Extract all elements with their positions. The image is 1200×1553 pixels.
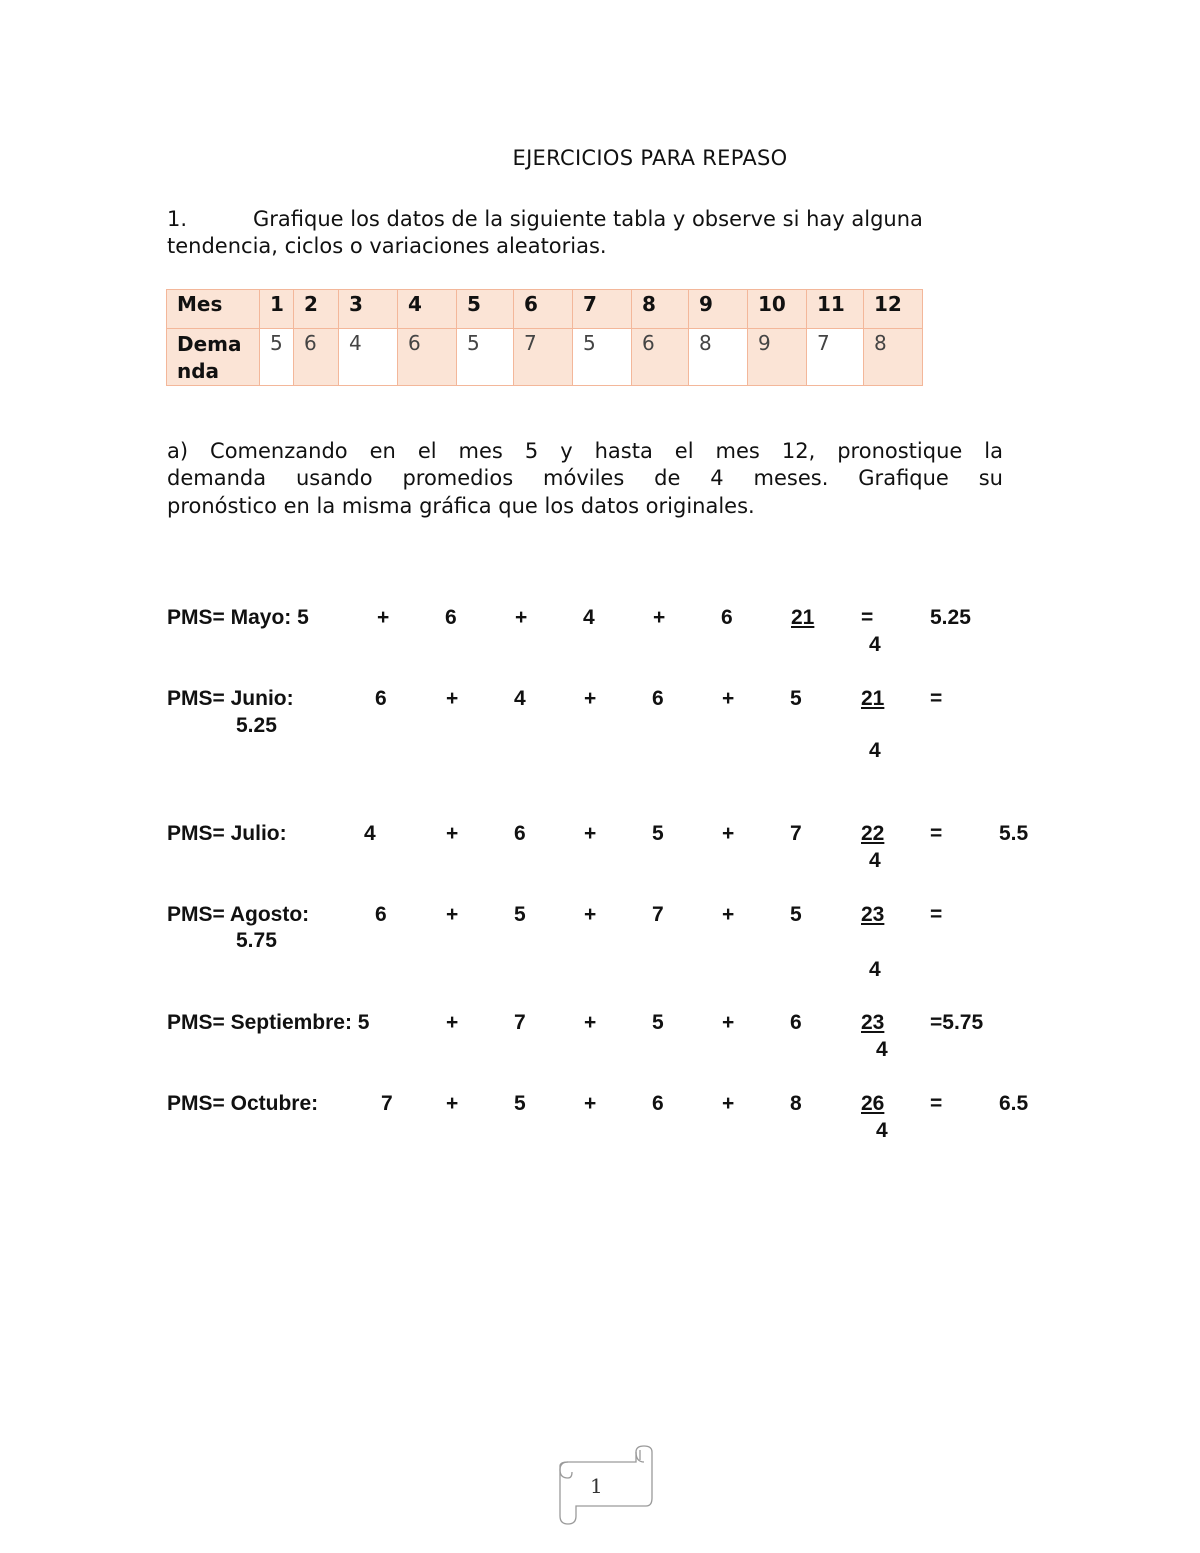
table-cell: 5 — [457, 290, 514, 329]
plus-sign: + — [446, 903, 459, 926]
calc-term: 4 — [583, 606, 595, 629]
plus-sign: + — [584, 903, 597, 926]
table-row-months — [167, 290, 923, 329]
calc-result: 6.5 — [999, 1092, 1029, 1115]
exercise-text-line2: tendencia, ciclos o variaciones aleatorias. — [167, 234, 607, 258]
calc-sum: 21 — [861, 687, 885, 710]
equals-sign: = — [861, 606, 874, 629]
table-cell: 9 — [689, 290, 748, 329]
calc-term: 6 — [652, 1092, 664, 1115]
table-cell: 6 — [514, 290, 573, 329]
plus-sign: + — [584, 822, 597, 845]
table-cell: 5 — [573, 329, 632, 386]
table-cell: 7 — [807, 329, 864, 386]
calc-denominator: 4 — [869, 739, 881, 762]
calc-term: 7 — [790, 822, 802, 845]
calc-sum: 21 — [791, 606, 815, 629]
calc-label: PMS= Agosto: — [167, 903, 310, 926]
equals-sign: = — [930, 1092, 943, 1115]
table-cell: 7 — [514, 329, 573, 386]
plus-sign: + — [446, 1092, 459, 1115]
plus-sign: + — [722, 1092, 735, 1115]
table-row-demanda — [167, 329, 923, 386]
plus-sign: + — [722, 822, 735, 845]
page-title: EJERCICIOS PARA REPASO — [512, 146, 788, 170]
calc-term: 6 — [375, 687, 387, 710]
exercise-number: 1. — [167, 207, 188, 231]
calc-term: 5 — [790, 903, 802, 926]
calc-term: 4 — [514, 687, 526, 710]
header-line: Dema — [177, 332, 242, 356]
plus-sign: + — [446, 1011, 459, 1034]
table-cell: 8 — [864, 329, 923, 386]
equals-sign: = — [930, 822, 943, 845]
equals-sign: = — [930, 903, 943, 926]
equals-sign: = — [930, 687, 943, 710]
calc-sum: 23 — [861, 903, 885, 926]
calc-term: 8 — [790, 1092, 802, 1115]
part-a-line1: a) Comenzando en el mes 5 y hasta el mes 12, pronostique la — [167, 439, 1003, 463]
calc-result: 5.25 — [236, 714, 277, 737]
calc-label: PMS= Octubre: — [167, 1092, 319, 1115]
page-number: 1 — [590, 1474, 603, 1498]
table-cell: 8 — [632, 290, 689, 329]
table-header-demanda — [167, 329, 260, 386]
demand-table — [166, 289, 923, 386]
calc-result: =5.75 — [930, 1011, 984, 1034]
calc-term: 4 — [364, 822, 376, 845]
calc-denominator: 4 — [869, 633, 881, 656]
table-cell: 6 — [398, 329, 457, 386]
calc-result: 5.75 — [236, 929, 277, 952]
calc-denominator: 4 — [876, 1038, 888, 1061]
calc-label: PMS= Mayo: 5 — [167, 606, 309, 629]
table-cell: 2 — [294, 290, 339, 329]
table-cell: 10 — [748, 290, 807, 329]
calc-term: 7 — [381, 1092, 393, 1115]
table-cell: 1 — [260, 290, 294, 329]
calc-denominator: 4 — [876, 1119, 888, 1142]
plus-sign: + — [446, 822, 459, 845]
plus-sign: + — [722, 903, 735, 926]
calc-term: 6 — [652, 687, 664, 710]
plus-sign: + — [446, 687, 459, 710]
calc-term: 7 — [652, 903, 664, 926]
calc-denominator: 4 — [869, 849, 881, 872]
exercise-text-line1: Grafique los datos de la siguiente tabla y observe si hay alguna — [253, 207, 923, 231]
table-cell: 9 — [748, 329, 807, 386]
calc-term: 6 — [445, 606, 457, 629]
calc-sum: 23 — [861, 1011, 885, 1034]
calc-term: 6 — [721, 606, 733, 629]
calc-term: 5 — [652, 1011, 664, 1034]
table-cell: 7 — [573, 290, 632, 329]
calc-sum: 26 — [861, 1092, 885, 1115]
plus-sign: + — [515, 606, 528, 629]
plus-sign: + — [722, 687, 735, 710]
table-cell: 6 — [632, 329, 689, 386]
calc-term: 5 — [652, 822, 664, 845]
table-cell: 8 — [689, 329, 748, 386]
calc-label: PMS= Junio: — [167, 687, 294, 710]
plus-sign: + — [584, 1092, 597, 1115]
table-cell: 4 — [339, 329, 398, 386]
calc-term: 6 — [375, 903, 387, 926]
table-cell: 5 — [457, 329, 514, 386]
calc-sum: 22 — [861, 822, 885, 845]
calc-result: 5.5 — [999, 822, 1029, 845]
calc-label: PMS= Septiembre: 5 — [167, 1011, 370, 1034]
table-cell: 4 — [398, 290, 457, 329]
calc-term: 7 — [514, 1011, 526, 1034]
table-cell: 11 — [807, 290, 864, 329]
plus-sign: + — [377, 606, 390, 629]
plus-sign: + — [722, 1011, 735, 1034]
table-cell: 12 — [864, 290, 923, 329]
part-a-line2: demanda usando promedios móviles de 4 meses. Grafique su — [167, 466, 1003, 490]
calc-term: 5 — [790, 687, 802, 710]
table-header-mes: Mes — [167, 290, 260, 329]
calc-denominator: 4 — [869, 958, 881, 981]
table-cell: 5 — [260, 329, 294, 386]
table-cell: 3 — [339, 290, 398, 329]
calc-label: PMS= Julio: — [167, 822, 287, 845]
table-cell: 6 — [294, 329, 339, 386]
calc-term: 5 — [514, 903, 526, 926]
calc-term: 6 — [514, 822, 526, 845]
plus-sign: + — [584, 1011, 597, 1034]
plus-sign: + — [584, 687, 597, 710]
part-a-line3: pronóstico en la misma gráfica que los datos originales. — [167, 494, 755, 518]
header-line: nda — [177, 359, 220, 383]
calc-term: 6 — [790, 1011, 802, 1034]
plus-sign: + — [653, 606, 666, 629]
calc-result: 5.25 — [930, 606, 971, 629]
calc-term: 5 — [514, 1092, 526, 1115]
